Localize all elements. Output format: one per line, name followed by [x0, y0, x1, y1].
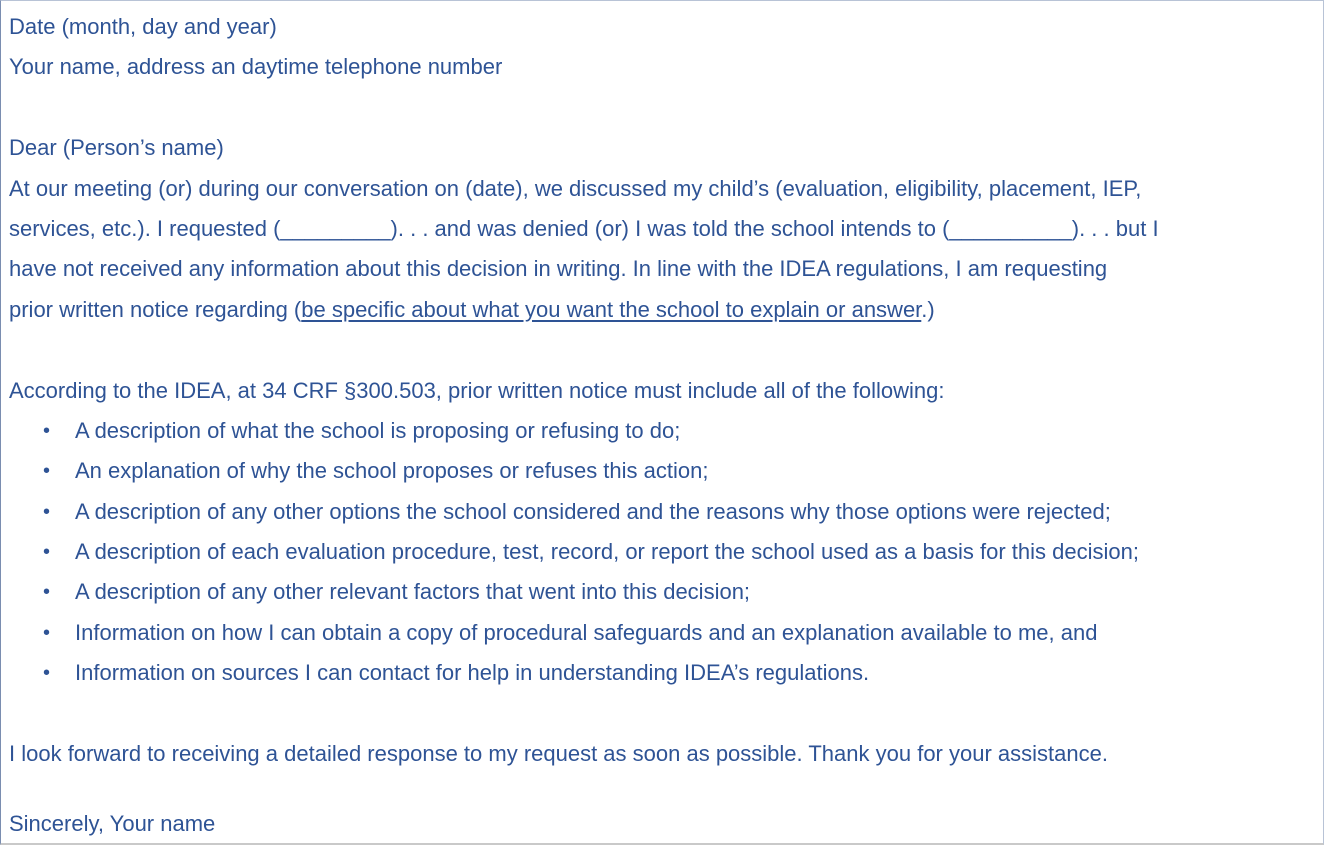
body-line-4: [9, 290, 1317, 330]
body-line-4-suffix: .): [921, 296, 935, 322]
requirement-text: Information on how I can obtain a copy of procedural safeguards and an explanation available to me, and: [75, 619, 1098, 645]
body-line-1: At our meeting (or) during our conversation on (date), we discussed my child’s (evaluation, eligibility, placement, IEP,: [9, 175, 1142, 201]
requirement-text: Information on sources I can contact for help in understanding IDEA’s regulations.: [75, 660, 870, 686]
bullet-icon: •: [43, 621, 51, 644]
list-item: [9, 532, 1317, 572]
bullet-icon: •: [43, 581, 51, 604]
requirement-text: A description of any other relevant factors that went into this decision;: [75, 579, 751, 605]
salutation: Dear (Person’s name): [9, 135, 224, 161]
bullet-icon: •: [43, 460, 51, 483]
requirement-text: A description of each evaluation procedure, test, record, or report the school used as a basis for this decision;: [75, 539, 1139, 565]
list-item: [9, 411, 1317, 451]
date-line: Date (month, day and year): [9, 14, 277, 39]
body-line-2: services, etc.). I requested (_________). . . and was denied (or) I was told the school intends to (__________). . . but I: [9, 215, 1159, 241]
signoff: Sincerely, Your name: [9, 811, 216, 837]
letter-content: [9, 7, 1317, 845]
bullet-icon: •: [43, 541, 51, 564]
requirements-list: [9, 411, 1317, 694]
contact-line: Your name, address an daytime telephone number: [9, 54, 503, 80]
bullet-icon: •: [43, 662, 51, 685]
list-item: [9, 613, 1317, 653]
requirement-text: An explanation of why the school proposes or refuses this action;: [75, 458, 709, 484]
bullet-icon: •: [43, 500, 51, 523]
requirement-text: A description of any other options the school considered and the reasons why those options were rejected;: [75, 498, 1111, 524]
spacer: [9, 88, 1317, 128]
spacer: [9, 330, 1317, 370]
bullet-icon: •: [43, 419, 51, 442]
spacer: [9, 774, 1317, 804]
body-line-4-prefix: prior written notice regarding (: [9, 296, 302, 322]
body-line-3: have not received any information about this decision in writing. In line with the IDEA regulations, I am requesting: [9, 256, 1108, 282]
requirements-intro: According to the IDEA, at 34 CRF §300.503, prior written notice must include all of the following:: [9, 377, 945, 403]
closing-request: I look forward to receiving a detailed response to my request as soon as possible. Thank you for your assistance.: [9, 741, 1108, 767]
list-item: [9, 653, 1317, 693]
list-item: [9, 492, 1317, 532]
list-item: [9, 451, 1317, 491]
list-item: [9, 572, 1317, 612]
requirement-text: A description of what the school is proposing or refusing to do;: [75, 417, 681, 443]
body-paragraph: [9, 169, 1317, 331]
specifics-placeholder: be specific about what you want the school to explain or answer: [301, 296, 922, 322]
spacer: [9, 694, 1317, 734]
